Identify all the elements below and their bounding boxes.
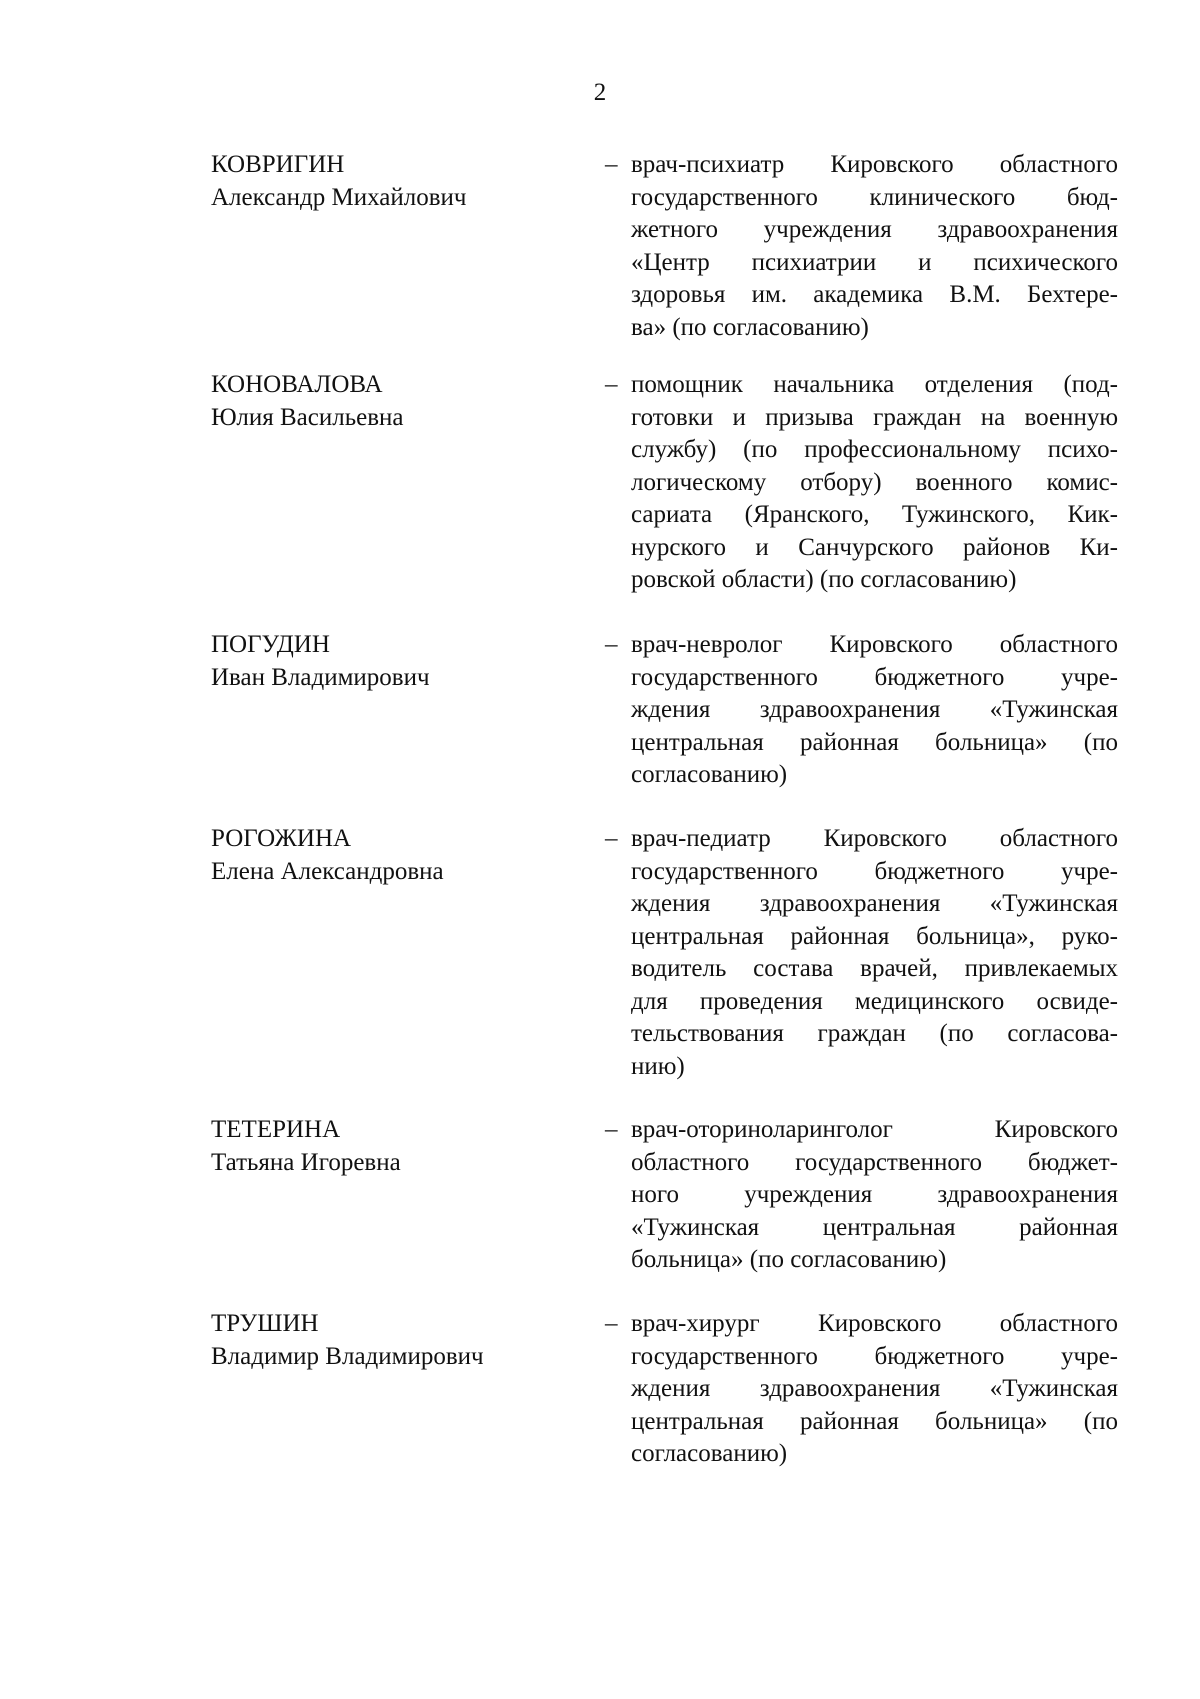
member-role xyxy=(631,629,1118,792)
member-given-name: Елена Александровна xyxy=(211,857,444,885)
member-given-name: Юлия Васильевна xyxy=(211,403,404,431)
member-name xyxy=(211,823,571,888)
member-surname: РОГОЖИНА xyxy=(211,825,352,852)
role-line: нурского и Санчурского районов Ки- xyxy=(631,533,1118,561)
dash-separator: – xyxy=(605,825,618,852)
member-given-name: Татьяна Игоревна xyxy=(211,1148,401,1176)
member-role xyxy=(631,823,1118,1083)
member-given-name: Владимир Владимирович xyxy=(211,1342,484,1370)
member-role xyxy=(631,1114,1118,1277)
role-line: ждения здравоохранения «Тужинская xyxy=(631,1375,1118,1402)
role-line: центральная районная больница», руко- xyxy=(631,922,1118,950)
member-name xyxy=(211,369,571,434)
role-line: государственного клинического бюд- xyxy=(631,183,1118,211)
dash-separator: – xyxy=(605,371,618,398)
role-line: для проведения медицинского освиде- xyxy=(631,987,1118,1015)
role-line: согласованию) xyxy=(631,761,788,788)
member-role xyxy=(631,369,1118,597)
role-line: водитель состава врачей, привлекаемых xyxy=(631,955,1118,982)
role-line: врач-невролог Кировского областного xyxy=(631,631,1118,658)
role-line: центральная районная больница» (по xyxy=(631,728,1118,756)
role-line: ждения здравоохранения «Тужинская xyxy=(631,696,1118,723)
member-surname: КОВРИГИН xyxy=(211,151,345,178)
dash-separator: – xyxy=(605,631,618,658)
dash-separator: – xyxy=(605,1310,618,1337)
member-name xyxy=(211,1114,571,1179)
member-name xyxy=(211,629,571,694)
role-line: сариата (Яранского, Тужинского, Кик- xyxy=(631,501,1118,528)
role-line: государственного бюджетного учре- xyxy=(631,857,1118,885)
dash-separator: – xyxy=(605,151,618,178)
dash-separator: – xyxy=(605,1116,618,1143)
role-line: «Тужинская центральная районная xyxy=(631,1213,1118,1241)
role-line: нию) xyxy=(631,1052,685,1080)
member-name xyxy=(211,1308,571,1373)
role-line: больница» (по согласованию) xyxy=(631,1246,947,1273)
member-surname: ТРУШИН xyxy=(211,1310,319,1337)
role-line: врач-психиатр Кировского областного xyxy=(631,151,1118,178)
role-line: жетного учреждения здравоохранения xyxy=(631,216,1118,243)
member-surname: ТЕТЕРИНА xyxy=(211,1116,341,1143)
role-line: врач-оториноларинголог Кировского xyxy=(631,1116,1118,1143)
role-line: областного государственного бюджет- xyxy=(631,1148,1118,1176)
role-line: логическому отбору) военного комис- xyxy=(631,468,1118,496)
role-line: службу) (по профессиональному психо- xyxy=(631,436,1118,463)
member-given-name: Александр Михайлович xyxy=(211,183,467,211)
role-line: центральная районная больница» (по xyxy=(631,1407,1118,1435)
role-line: тельствования граждан (по согласова- xyxy=(631,1020,1118,1047)
member-given-name: Иван Владимирович xyxy=(211,663,430,691)
role-line: готовки и призыва граждан на военную xyxy=(631,403,1118,431)
role-line: государственного бюджетного учре- xyxy=(631,663,1118,691)
role-line: согласованию) xyxy=(631,1440,788,1467)
member-role xyxy=(631,1308,1118,1471)
role-line: здоровья им. академика В.М. Бехтере- xyxy=(631,281,1118,308)
member-name xyxy=(211,149,571,214)
page-number: 2 xyxy=(593,79,607,106)
role-line: помощник начальника отделения (под- xyxy=(631,371,1118,398)
role-line: врач-педиатр Кировского областного xyxy=(631,825,1118,852)
role-line: ждения здравоохранения «Тужинская xyxy=(631,890,1118,917)
role-line: врач-хирург Кировского областного xyxy=(631,1310,1118,1337)
role-line: ного учреждения здравоохранения xyxy=(631,1181,1118,1208)
member-role xyxy=(631,149,1118,344)
role-line: государственного бюджетного учре- xyxy=(631,1342,1118,1370)
role-line: ва» (по согласованию) xyxy=(631,313,869,341)
member-surname: ПОГУДИН xyxy=(211,631,330,658)
role-line: «Центр психиатрии и психического xyxy=(631,248,1118,276)
role-line: ровской области) (по согласованию) xyxy=(631,566,1017,593)
member-surname: КОНОВАЛОВА xyxy=(211,371,383,398)
